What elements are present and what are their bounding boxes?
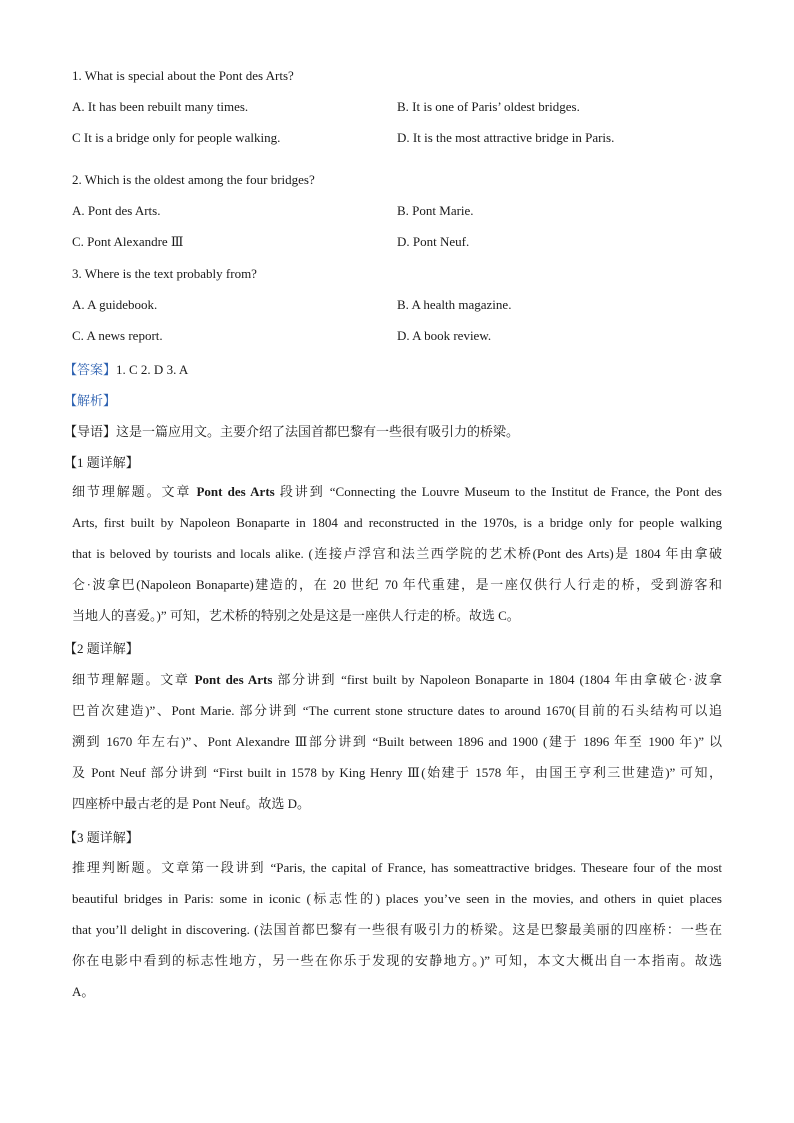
answer-label: 【答案】 bbox=[64, 362, 117, 377]
d1-line-1-bold: Pont des Arts bbox=[196, 484, 275, 499]
q3-option-b: B. A health magazine. bbox=[397, 297, 512, 312]
d2-line-1-rest: 部分讲到 “first built by Napoleon Bonaparte in 1804 (1804 年由拿破仑·波拿 bbox=[272, 672, 723, 687]
d1-line: Arts, first built by Napoleon Bonaparte in 1804 and reconstructed in the 1970s, is a bridge only for people walking bbox=[72, 515, 722, 530]
d3-line: 你在电影中看到的标志性地方，另一些在你乐于发现的安静地方。)” 可知，本文大概出自一本指南。故选 bbox=[72, 953, 722, 968]
d2-line: 溯到 1670 年左右)”、Pont Alexandre Ⅲ部分讲到 “Built between 1896 and 1900 (建于 1896 年至 1900 年)” 以 bbox=[72, 734, 722, 749]
q2-option-b: B. Pont Marie. bbox=[397, 203, 474, 218]
d2-line bbox=[72, 664, 722, 695]
d2-line: 巴首次建造)”、Pont Marie. 部分讲到 “The current stone structure dates to around 1670(目前的石头结构可以追 bbox=[72, 703, 722, 718]
d3-line: that you’ll delight in discovering. (法国首都巴黎有一些很有吸引力的桥梁。这是巴黎最美丽的四座桥：一些在 bbox=[72, 922, 722, 937]
detail-2-heading: 【2 题详解】 bbox=[64, 641, 139, 656]
q1-option-d: D. It is the most attractive bridge in Paris. bbox=[397, 130, 615, 145]
question-2-stem: 2. Which is the oldest among the four bridges? bbox=[72, 172, 315, 187]
q2-option-a: A. Pont des Arts. bbox=[72, 203, 161, 218]
d2-line-1-bold: Pont des Arts bbox=[194, 672, 273, 687]
detail-2-body bbox=[72, 664, 722, 819]
d1-line-1-prefix: 细节理解题。文章 bbox=[72, 484, 197, 499]
question-3-stem: 3. Where is the text probably from? bbox=[72, 266, 257, 281]
d3-line: beautiful bridges in Paris: some in iconic (标志性的) places you’ve seen in the movies, and others in quiet places bbox=[72, 891, 722, 906]
d2-line: 及 Pont Neuf 部分讲到 “First built in 1578 by King Henry Ⅲ(始建于 1578 年，由国王亨利三世建造)” 可知， bbox=[72, 765, 722, 780]
d2-line-1-prefix: 细节理解题。文章 bbox=[72, 672, 195, 687]
d1-line: 当地人的喜爱。)” 可知，艺术桥的特别之处是这是一座供人行走的桥。故选 C。 bbox=[72, 608, 520, 623]
d3-line: A。 bbox=[72, 984, 95, 999]
q3-option-a: A. A guidebook. bbox=[72, 297, 158, 312]
question-1-stem: 1. What is special about the Pont des Arts? bbox=[72, 68, 294, 83]
answer-line bbox=[64, 359, 188, 378]
guide-label: 【导语】 bbox=[64, 424, 117, 439]
detail-3-body bbox=[72, 852, 722, 1007]
detail-1-body bbox=[72, 476, 722, 631]
detail-1-heading: 【1 题详解】 bbox=[64, 455, 139, 470]
guide-text: 这是一篇应用文。主要介绍了法国首都巴黎有一些很有吸引力的桥梁。 bbox=[116, 424, 520, 439]
d1-line-1-rest: 段讲到 “Connecting the Louvre Museum to the Institut de France, the Pont des bbox=[274, 484, 722, 499]
answer-text: 1. C 2. D 3. A bbox=[116, 362, 189, 377]
q2-option-d: D. Pont Neuf. bbox=[397, 234, 470, 249]
guide-line bbox=[64, 421, 519, 440]
analysis-label: 【解析】 bbox=[64, 393, 117, 408]
d1-line: 仑·波拿巴(Napoleon Bonaparte)建造的，在 20 世纪 70 年代重建，是一座仅供行人行走的桥，受到游客和 bbox=[72, 577, 722, 592]
d2-line: 四座桥中最古老的是 Pont Neuf。故选 D。 bbox=[72, 796, 310, 811]
q1-option-b: B. It is one of Paris’ oldest bridges. bbox=[397, 99, 580, 114]
q2-option-c: C. Pont Alexandre Ⅲ bbox=[72, 234, 184, 249]
q1-option-a: A. It has been rebuilt many times. bbox=[72, 99, 249, 114]
q1-option-c: C It is a bridge only for people walking. bbox=[72, 130, 281, 145]
d1-line bbox=[72, 476, 722, 507]
d1-line: that is beloved by tourists and locals alike. (连接卢浮宫和法兰西学院的艺术桥(Pont des Arts)是 1804 年由拿破 bbox=[72, 546, 722, 561]
q3-option-d: D. A book review. bbox=[397, 328, 492, 343]
d3-line: 推理判断题。文章第一段讲到 “Paris, the capital of France, has someattractive bridges. Theseare four of the most bbox=[72, 860, 722, 875]
detail-3-heading: 【3 题详解】 bbox=[64, 830, 139, 845]
q3-option-c: C. A news report. bbox=[72, 328, 163, 343]
